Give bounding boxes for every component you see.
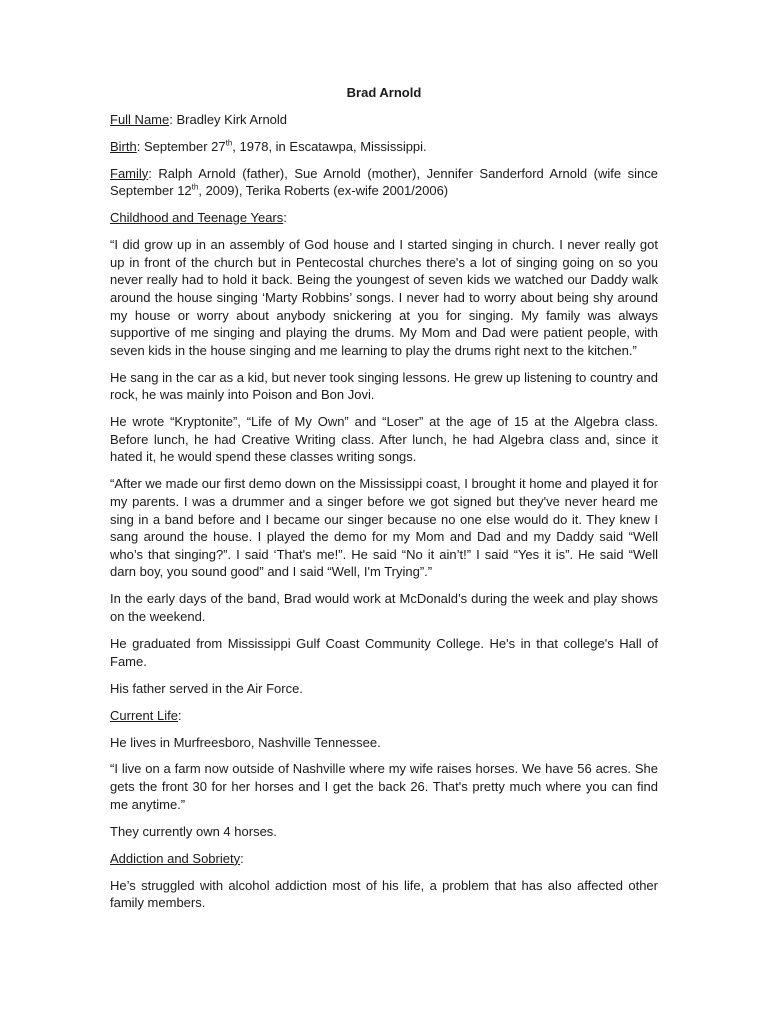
paragraph: They currently own 4 horses. <box>110 823 277 839</box>
paragraph: His father served in the Air Force. <box>110 680 303 696</box>
birth-line <box>110 138 658 156</box>
heading-colon: : <box>240 850 244 866</box>
section-heading-current-life <box>110 707 658 725</box>
paragraph: In the early days of the band, Brad would work at McDonald’s during the week and play shows on the weekend. <box>110 591 658 624</box>
family-label: Family <box>110 165 149 181</box>
childhood-heading-text: Childhood and Teenage Years <box>110 210 284 226</box>
paragraph: “I live on a farm now outside of Nashville where my wife raises horses. We have 56 acres. She gets the front 30 for her horses and I get the back 26. That's pretty much where you can find me anytime.” <box>110 761 658 812</box>
birth-date: : September 27 <box>136 138 226 154</box>
family-date-suffix: th <box>191 182 199 192</box>
full-name-value: : Bradley Kirk Arnold <box>169 111 288 127</box>
paragraph: He graduated from Mississippi Gulf Coast Community College. He's in that college's Hall of Fame. <box>110 635 658 669</box>
paragraph: He lives in Murfreesboro, Nashville Tennessee. <box>110 734 381 750</box>
family-members: : Ralph Arnold (father), Sue Arnold (mother), Jennifer Sanderford Arnold (wife since September 12 <box>110 165 658 199</box>
section-heading-addiction <box>110 850 658 868</box>
full-name-label: Full Name <box>110 111 170 127</box>
birth-place: , 1978, in Escatawpa, Mississippi. <box>232 138 427 154</box>
document-page <box>110 84 658 921</box>
heading-colon: : <box>283 210 287 226</box>
section-heading-childhood <box>110 209 658 227</box>
family-line <box>110 165 658 200</box>
birth-date-suffix: th <box>225 138 233 148</box>
addiction-heading-text: Addiction and Sobriety <box>110 850 241 866</box>
paragraph: “I did grow up in an assembly of God house and I started singing in church. I never really got up in front of the church but in Pentecostal churches there's a lot of singing going on so you never really had to hold it back. Being the youngest of seven kids we watched our Daddy walk around the house singing ‘Marty Robbins’ songs. I never had to worry about being shy around my house or worry about anybody snickering at you for singing. My family was always supportive of me singing and playing the drums. My Mom and Dad were patient people, with seven kids in the house singing and me learning to play the drums right next to the kitchen.” <box>110 237 658 358</box>
current-heading-text: Current Life <box>110 707 178 723</box>
paragraph: He’s struggled with alcohol addiction most of his life, a problem that has also affected other family members. <box>110 877 658 911</box>
family-members-rest: , 2009), Terika Roberts (ex-wife 2001/2006) <box>198 183 449 199</box>
paragraph: “After we made our first demo down on the Mississippi coast, I brought it home and played it for my parents. I was a drummer and a singer before we got signed but they've never heard me sing in a band before and I became our singer because no one else would do it. They knew I sang around the house. I played the demo for my Mom and Dad and my Daddy said “Well who’s that singing?”. I said ‘That's me!”. He said “No it ain’t!” I said “Yes it is”. He said “Well darn boy, you sound good” and I said “Well, I'm Trying”.” <box>110 476 658 580</box>
full-name-line <box>110 111 658 129</box>
paragraph: He wrote “Kryptonite”, “Life of My Own” and “Loser” at the age of 15 at the Algebra class. Before lunch, he had Creative Writing class. After lunch, he had Algebra class and, since it hated it, he would spend these classes writing songs. <box>110 414 658 465</box>
birth-label: Birth <box>110 138 137 154</box>
heading-colon: : <box>177 707 182 723</box>
document-title: Brad Arnold <box>346 85 422 100</box>
paragraph: He sang in the car as a kid, but never took singing lessons. He grew up listening to country and rock, he was mainly into Poison and Bon Jovi. <box>110 369 658 403</box>
